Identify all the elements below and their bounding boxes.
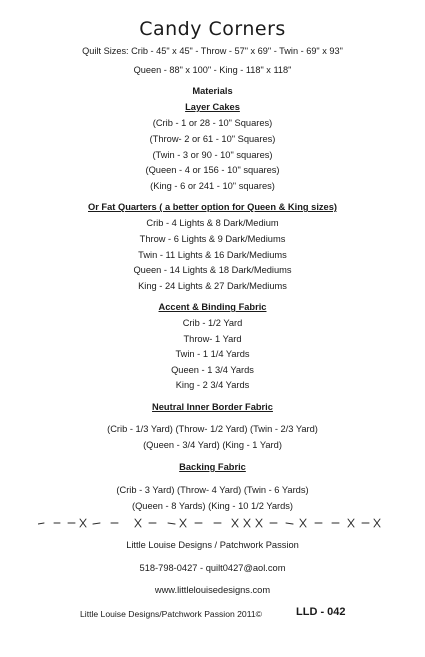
backing-line-2: (Queen - 8 Yards) (King - 10 1/2 Yards): [131, 501, 294, 511]
materials-heading: Materials: [192, 86, 233, 96]
company-name: Little Louise Designs / Patchwork Passion: [126, 540, 299, 550]
website-link[interactable]: www.littlelouisedesigns.com: [154, 585, 271, 595]
list-item: Throw- 1 Yard: [183, 334, 242, 344]
inner-border-heading: Neutral Inner Border Fabric: [152, 402, 273, 412]
accent-binding-heading: Accent & Binding Fabric: [158, 302, 267, 312]
backing-line-1: (Crib - 3 Yard) (Throw- 4 Yard) (Twin - 6 Yards): [116, 485, 309, 495]
copyright-text: Little Louise Designs/Patchwork Passion 2011©: [80, 609, 262, 619]
list-item: Twin - 11 Lights & 16 Dark/Mediums: [138, 250, 287, 260]
inner-border-line-1: (Crib - 1/3 Yard) (Throw- 1/2 Yard) (Twin - 2/3 Yard): [107, 424, 318, 434]
list-item: Crib - 1/2 Yard: [182, 318, 243, 328]
list-item: (Twin - 3 or 90 - 10" squares): [152, 150, 273, 160]
backing-heading: Backing Fabric: [179, 462, 246, 472]
list-item: (Throw- 2 or 61 - 10" Squares): [149, 134, 276, 144]
list-item: Twin - 1 1/4 Yards: [175, 349, 250, 359]
pattern-code: LLD - 042: [296, 606, 346, 618]
list-item: Throw - 6 Lights & 9 Dark/Mediums: [139, 234, 286, 244]
list-item: (Crib - 1 or 28 - 10" Squares): [152, 118, 273, 128]
quilt-sizes-line-1: Quilt Sizes: Crib - 45" x 45" - Throw - 57" x 69" - Twin - 69" x 93": [82, 46, 343, 56]
stitch-line-icon: [38, 517, 382, 529]
list-item: King - 24 Lights & 27 Dark/Mediums: [138, 281, 287, 291]
inner-border-line-2: (Queen - 3/4 Yard) (King - 1 Yard): [143, 440, 282, 450]
page-title: Candy Corners: [139, 18, 286, 40]
list-item: Crib - 4 Lights & 8 Dark/Medium: [146, 218, 279, 228]
quilt-sizes-line-2: Queen - 88" x 100" - King - 118" x 118": [133, 65, 292, 75]
list-item: Queen - 14 Lights & 18 Dark/Mediums: [133, 265, 292, 275]
list-item: Queen - 1 3/4 Yards: [171, 365, 254, 375]
list-item: (Queen - 4 or 156 - 10" squares): [145, 165, 280, 175]
list-item: (King - 6 or 241 - 10" squares): [150, 181, 275, 191]
phone-email: 518-798-0427 - quilt0427@aol.com: [139, 563, 286, 573]
list-item: King - 2 3/4 Yards: [175, 380, 250, 390]
fat-quarters-heading: Or Fat Quarters ( a better option for Queen & King sizes): [88, 202, 337, 212]
layer-cakes-heading: Layer Cakes: [185, 102, 240, 112]
